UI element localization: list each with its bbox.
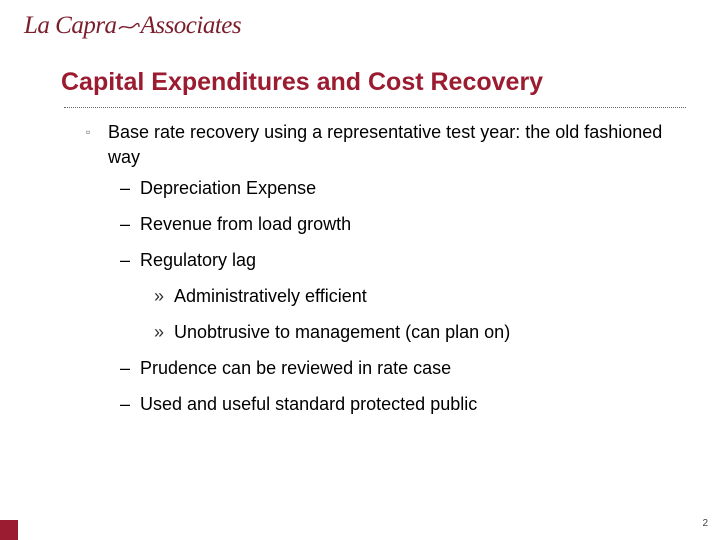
chevron-marker: »	[154, 286, 165, 306]
sub-sub-bullet-text: Unobtrusive to management (can plan on)	[174, 322, 511, 342]
sub-bullet-item	[120, 178, 316, 199]
sub-bullet-text: Depreciation Expense	[140, 178, 317, 198]
page-number: 2	[702, 518, 708, 529]
sub-bullet-item	[120, 358, 451, 379]
sub-sub-bullet-text: Administratively efficient	[174, 286, 367, 306]
dash-marker: –	[120, 178, 131, 198]
dash-marker: –	[120, 358, 131, 378]
sub-bullet-text: Used and useful standard protected public	[140, 394, 478, 414]
company-logo	[24, 12, 241, 40]
logo-text-part1: La Capra	[24, 12, 117, 39]
chevron-marker: »	[154, 322, 165, 342]
sub-bullet-text: Revenue from load growth	[140, 214, 352, 234]
sub-sub-bullet-item	[154, 286, 367, 307]
corner-accent-block	[0, 520, 18, 540]
sub-bullet-item	[120, 250, 256, 271]
dash-marker: –	[120, 214, 131, 234]
sub-bullet-item	[120, 214, 351, 235]
logo-text-part2: Associates	[140, 12, 242, 39]
title-divider	[64, 107, 686, 108]
sub-sub-bullet-item	[154, 322, 510, 343]
hollow-square-bullet-icon: ▫	[86, 125, 91, 139]
sub-bullet-item	[120, 394, 477, 415]
sub-bullet-text: Regulatory lag	[140, 250, 257, 270]
logo-swash-icon	[118, 22, 140, 32]
slide-title: Capital Expenditures and Cost Recovery	[61, 68, 544, 96]
level1-bullet-item	[86, 120, 666, 170]
level1-bullet-text: Base rate recovery using a representative test year: the old fashioned way	[108, 122, 663, 167]
dash-marker: –	[120, 394, 131, 414]
dash-marker: –	[120, 250, 131, 270]
sub-bullet-text: Prudence can be reviewed in rate case	[140, 358, 452, 378]
